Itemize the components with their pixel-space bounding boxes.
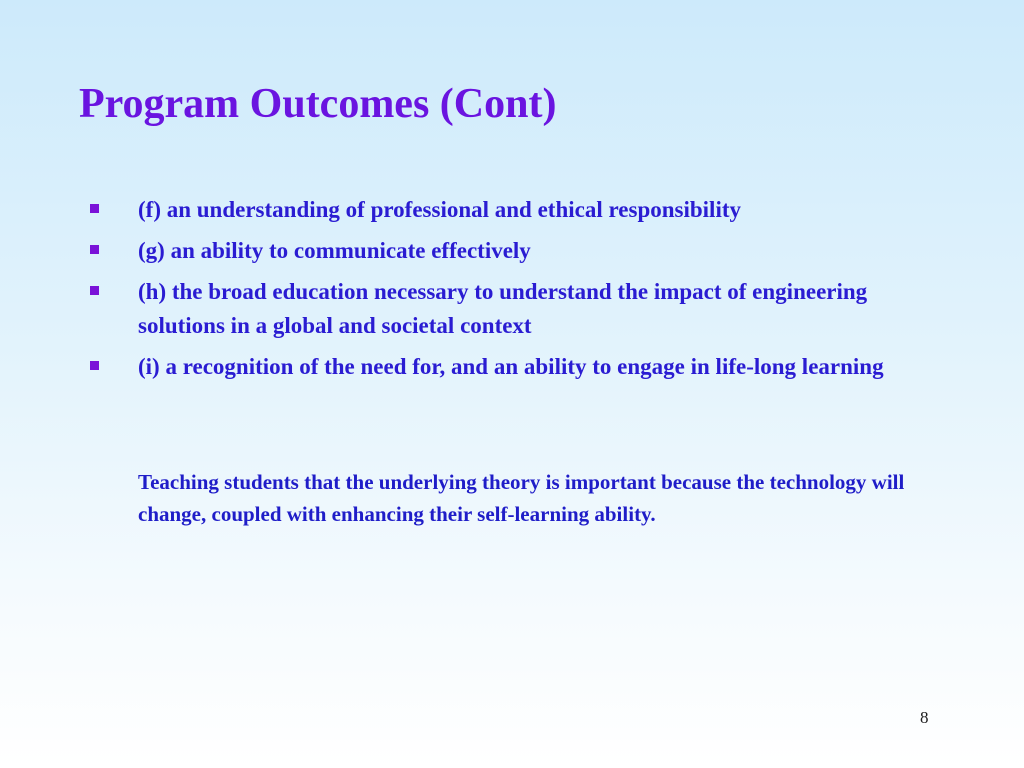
page-number: 8 [920, 708, 929, 727]
bullet-item-h [84, 275, 914, 343]
bullet-item-f [84, 193, 914, 227]
bullet-item-g [84, 234, 914, 268]
slide-title: Program Outcomes (Cont) [79, 81, 557, 127]
bullet-text: (f) an understanding of professional and ethical responsibility [138, 197, 741, 222]
teaching-note: Teaching students that the underlying theory is important because the technology will change, coupled with enhancing their self-learning ability. [138, 470, 905, 526]
bullet-item-i [84, 350, 914, 384]
bullet-text: (h) the broad education necessary to understand the impact of engineering solutions in a global and societal context [138, 279, 868, 338]
square-bullet-icon [90, 204, 99, 213]
square-bullet-icon [90, 245, 99, 254]
square-bullet-icon [90, 361, 99, 370]
bullet-text: (i) a recognition of the need for, and an ability to engage in life-long learning [138, 354, 884, 379]
bullet-list [84, 193, 914, 391]
bullet-text: (g) an ability to communicate effectively [138, 238, 531, 263]
square-bullet-icon [90, 286, 99, 295]
